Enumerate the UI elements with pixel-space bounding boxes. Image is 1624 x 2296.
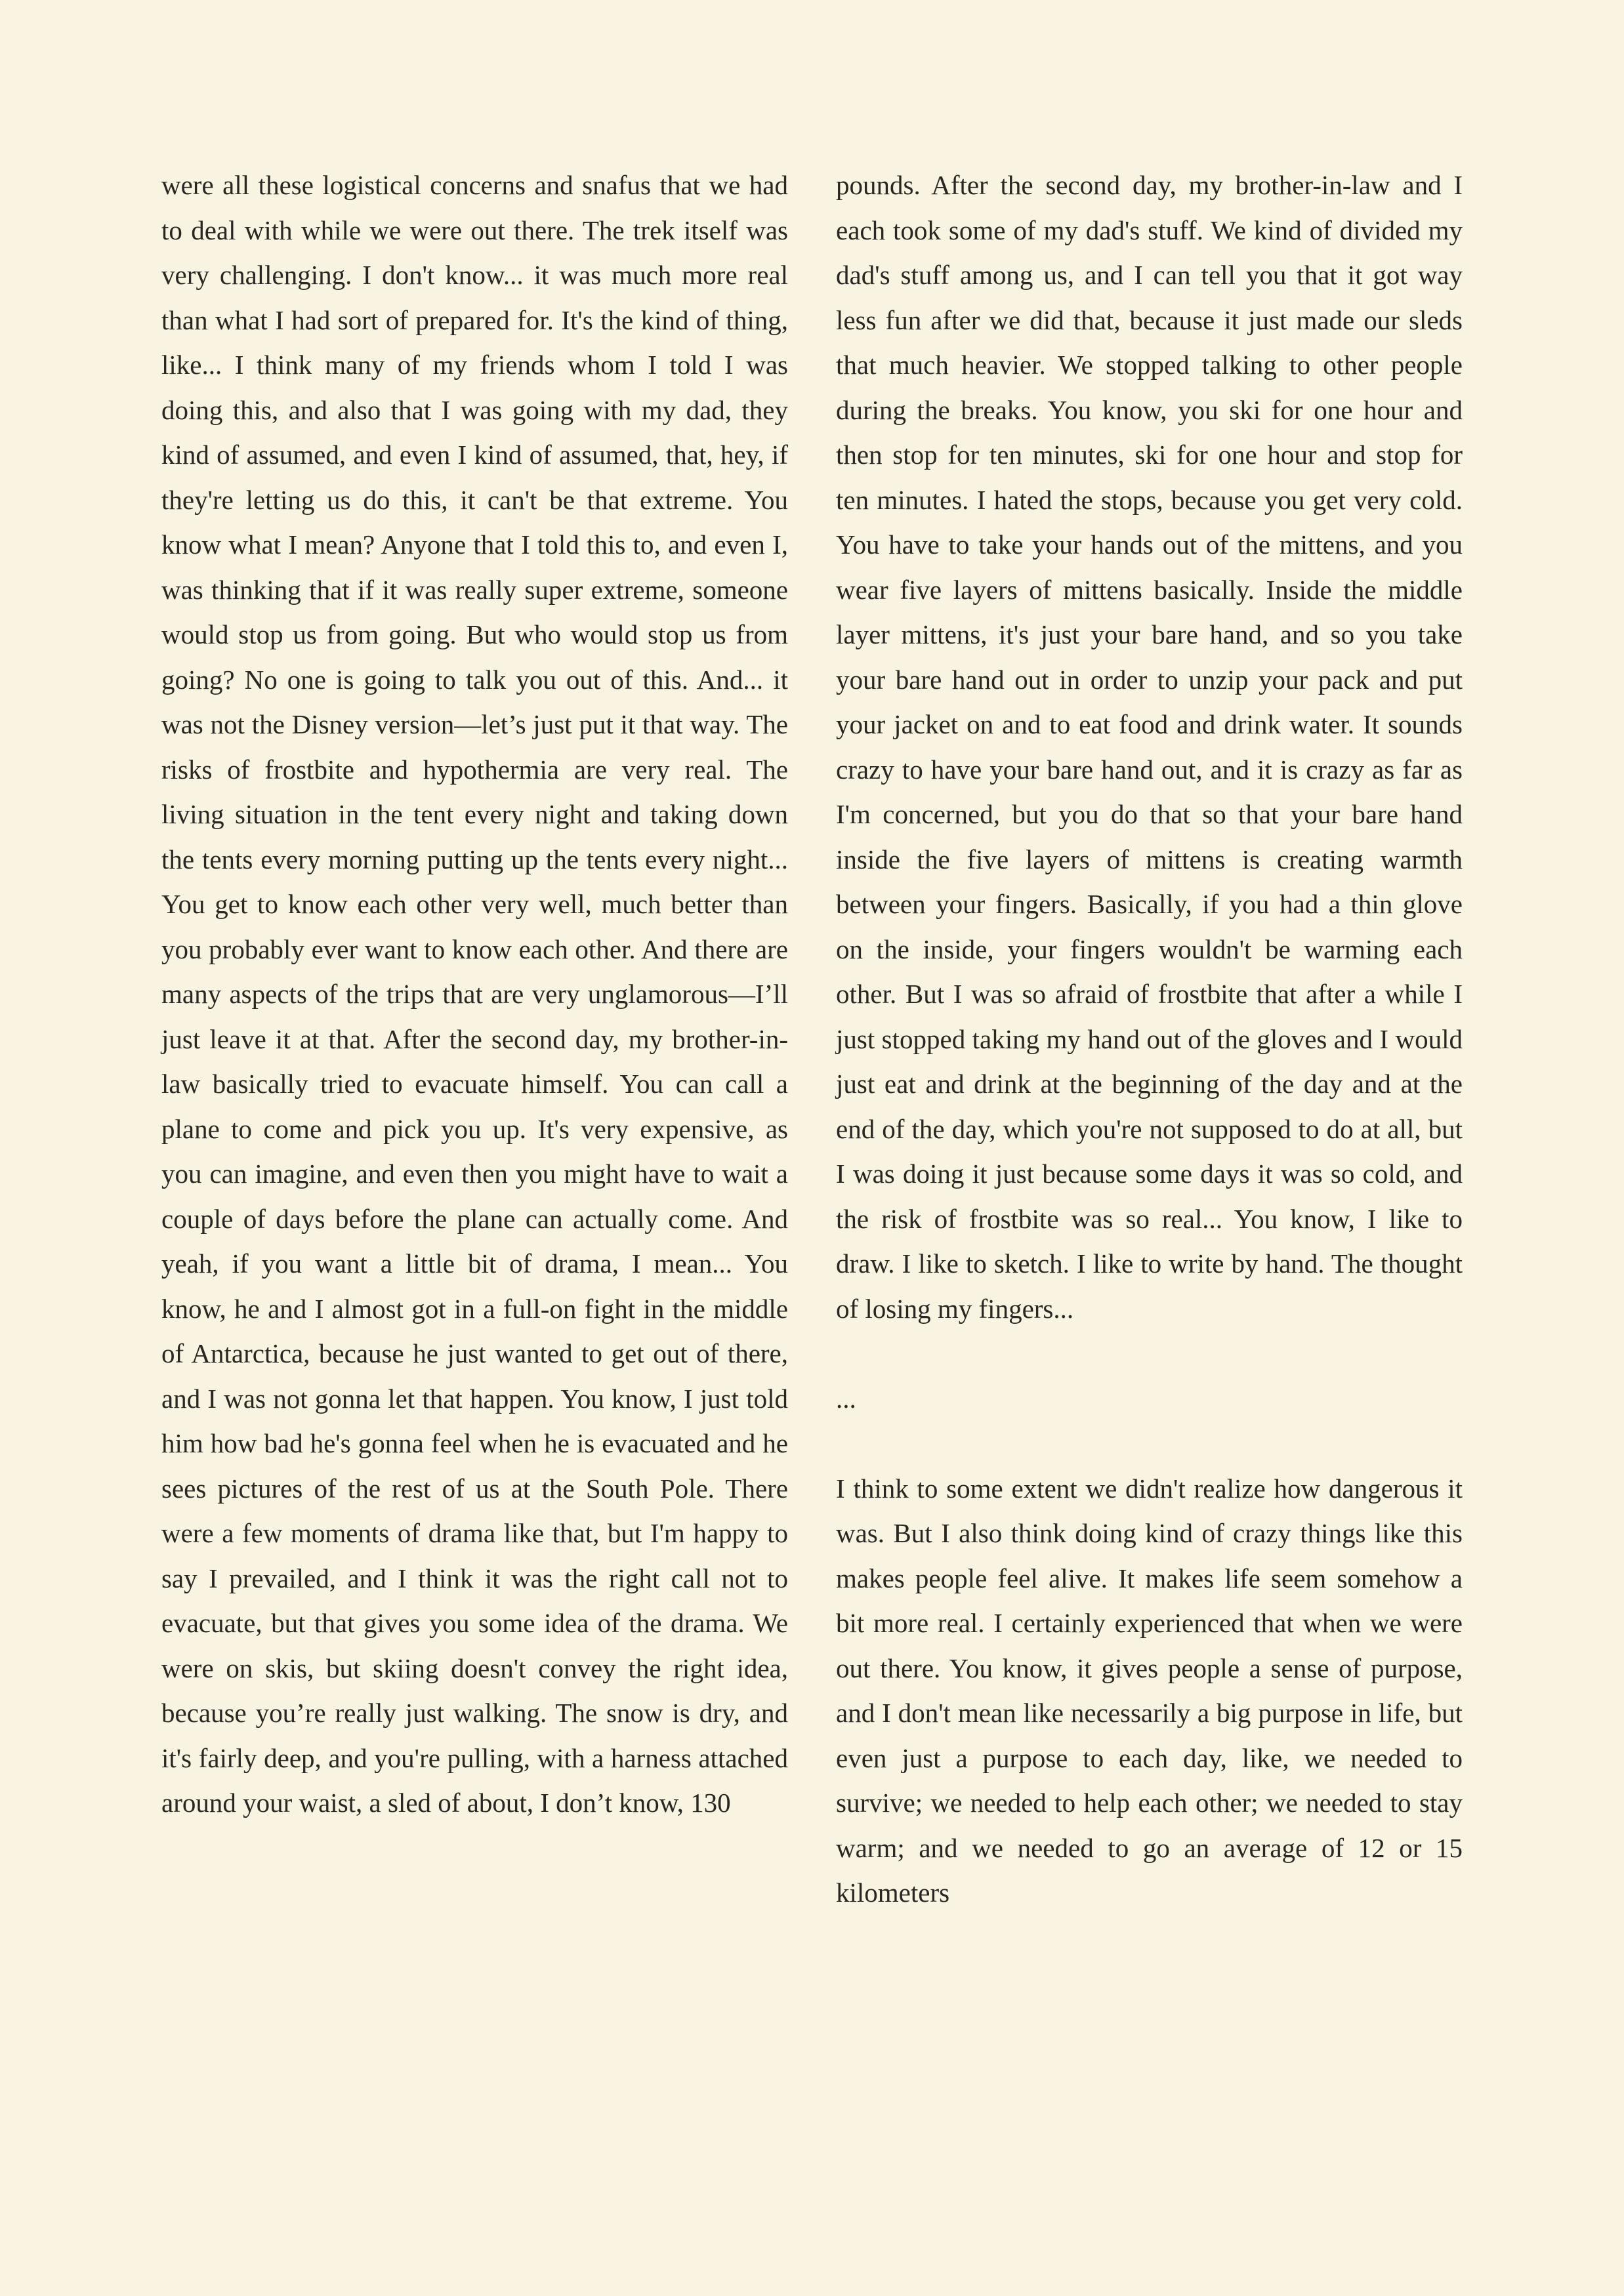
right-text-column [836, 163, 1463, 1916]
paragraph-gap [836, 1421, 1463, 1466]
section-break-ellipsis: ... [836, 1383, 856, 1414]
paragraph-gap [836, 1331, 1463, 1376]
body-paragraph: pounds. After the second day, my brother-in-law and I each took some of my dad's stuff. We kind of divided my dad's stuff among us, and I can tell you that it got way less fun after we did that, because it just made our sleds that much heavier. We stopped talking to other people during the breaks. You know, you ski for one hour and then stop for ten minutes, ski for one hour and stop for ten minutes. I hated the stops, because you get very cold. You have to take your hands out of the mittens, and you wear five layers of mittens basically. Inside the middle layer mittens, it's just your bare hand, and so you take your bare hand out in order to unzip your pack and put your jacket on and to eat food and drink water. It sounds crazy to have your bare hand out, and it is crazy as far as I'm concerned, but you do that so that your bare hand inside the five layers of mittens is creating warmth between your fingers. Basically, if you had a thin glove on the inside, your fingers wouldn't be warming each other. But I was so afraid of frostbite that after a while I just stopped taking my hand out of the gloves and I would just eat and drink at the beginning of the day and at the end of the day, which you're not supposed to do at all, but I was doing it just because some days it was so cold, and the risk of frostbite was so real... You know, I like to draw. I like to sketch. I like to write by hand. The thought of losing my fingers... [836, 170, 1463, 1324]
body-paragraph: were all these logistical concerns and snafus that we had to deal with while we were out there. The trek itself was very challenging. I don't know... it was much more real than what I had sort of prepared for. It's the kind of thing, like... I think many of my friends whom I told I was doing this, and also that I was going with my dad, they kind of assumed, and even I kind of assumed, that, hey, if they're letting us do this, it can't be that extreme. You know what I mean? Anyone that I told this to, and even I, was thinking that if it was really super extreme, someone would stop us from going. But who would stop us from going? No one is going to talk you out of this. And... it was not the Disney version—let’s just put it that way. The risks of frostbite and hypothermia are very real. The living situation in the tent every night and taking down the tents every morning putting up the tents every night... You get to know each other very well, much better than you probably ever want to know each other. And there are many aspects of the trips that are very unglamorous—I’ll just leave it at that. After the second day, my brother-in-law basically tried to evacuate himself. You can call a plane to come and pick you up. It's very expensive, as you can imagine, and even then you might have to wait a couple of days before the plane can actually come. And yeah, if you want a little bit of drama, I mean... You know, he and I almost got in a full-on fight in the middle of Antarctica, because he just wanted to get out of there, and I was not gonna let that happen. You know, I just told him how bad he's gonna feel when he is evacuated and he sees pictures of the rest of us at the South Pole. There were a few moments of drama like that, but I'm happy to say I prevailed, and I think it was the right call not to evacuate, but that gives you some idea of the drama. We were on skis, but skiing doesn't convey the right idea, because you’re really just walking. The snow is dry, and it's fairly deep, and you're pulling, with a harness attached around your waist, a sled of about, I don’t know, 130 [161, 170, 788, 1818]
body-paragraph: I think to some extent we didn't realize how dangerous it was. But I also think doing kind of crazy things like this makes people feel alive. It makes life seem somehow a bit more real. I certainly experienced that when we were out there. You know, it gives people a sense of purpose, and I don't mean like necessarily a big purpose in life, but even just a purpose to each day, like, we needed to survive; we needed to help each other; we needed to stay warm; and we needed to go an average of 12 or 15 kilometers [836, 1473, 1463, 1908]
left-text-column [161, 163, 788, 1826]
